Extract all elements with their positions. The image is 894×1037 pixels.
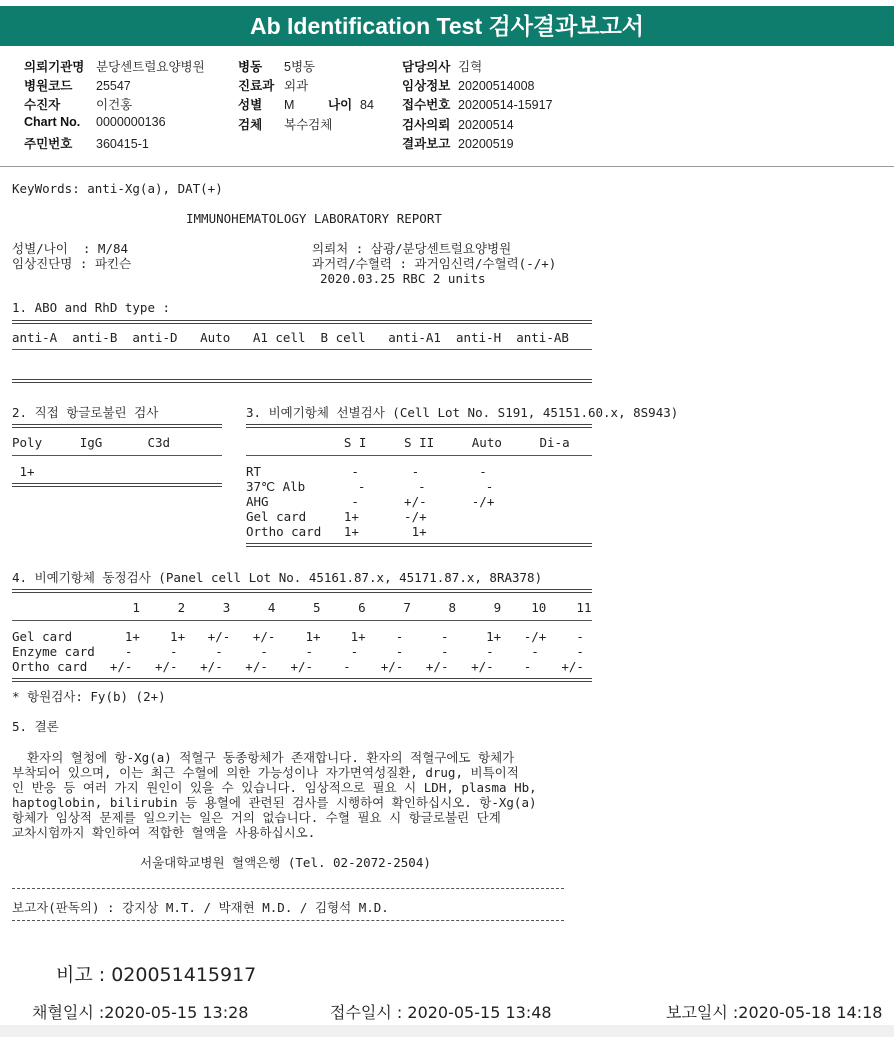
patient-transfusion: 2020.03.25 RBC 2 units [320,271,486,286]
section4-row-enzyme: Enzyme card - - - - - - - - - - - [12,644,584,659]
remark-label: 비고 : [56,964,106,986]
section3-row: RT - - - [246,464,487,479]
patient-requester: 의뢰처 : 삼광/분당센트럴요양병원 [312,241,512,256]
section2-values: 1+ [12,464,35,479]
section2-header: Poly IgG C3d [12,435,171,450]
section4-row-gel: Gel card 1+ 1+ +/- +/- 1+ 1+ - - 1+ -/+ - [12,629,584,644]
header-field-patient: 수진자 이건홍 [24,98,133,112]
receipt-datetime: 접수일시 : 2020-05-15 13:48 [330,1003,552,1022]
section3-row: AHG - +/- -/+ [246,494,495,509]
conclusion-line: haptoglobin, bilirubin 등 용혈에 관련된 검사를 시행하여 확인하십시오. 항-Xg(a) [12,795,537,810]
header-field-specimen: 검체 복수검체 [238,118,333,132]
conclusion-line: 인 반응 등 여러 가지 원인이 있을 수 있습니다. 임상적으로 필요 시 LDH, plasma Hb, [12,780,537,795]
reporter-rule-top [12,888,564,889]
section3-row: Gel card 1+ -/+ [246,509,427,524]
header-field-clinical-info: 임상정보 20200514008 [402,79,535,93]
section2-rule-bottom [12,483,222,487]
section2-title: 2. 직접 항글로불린 검사 [12,405,159,420]
section4-rule-bottom [12,678,592,682]
antigen-test: * 항원검사: Fy(b) (2+) [12,689,166,704]
header-field-chart-no: Chart No. 0000000136 [24,115,166,129]
conclusion-line: 항체가 임상적 문제를 일으키는 일은 거의 없습니다. 수혈 필요 시 항글로불린 단계 [12,810,501,825]
conclusion-line: 교차시험까지 확인하여 적합한 혈액을 사용하십시오. [12,825,316,840]
section3-row: Ortho card 1+ 1+ [246,524,427,539]
header-field-age: 나이 84 [328,98,374,112]
collection-datetime: 채혈일시 :2020-05-15 13:28 [32,1003,249,1022]
section3-rule-bottom [246,543,592,547]
section3-rule-mid [246,455,592,456]
section3-rule-top [246,424,592,428]
report-datetime: 보고일시 :2020-05-18 14:18 [666,1003,883,1022]
section4-title: 4. 비예기항체 동정검사 (Panel cell Lot No. 45161.87.x, 45171.87.x, 8RA378) [12,570,543,585]
section4-row-ortho: Ortho card +/- +/- +/- +/- +/- - +/- +/- +/- - +/- [12,659,584,674]
header-field-request-date: 검사의뢰 20200514 [402,118,514,132]
section4-header: 1 2 3 4 5 6 7 8 9 10 11 [12,600,592,615]
header-field-resident-no: 주민번호 360415-1 [24,137,149,151]
section2-rule-top [12,424,222,428]
section4-rule-top [12,589,592,593]
section1-header: anti-A anti-B anti-D Auto A1 cell B cell anti-A1 anti-H anti-AB [12,330,569,345]
patient-diagnosis: 임상진단명 : 파킨슨 [12,256,132,271]
section1-rule-top [12,320,592,324]
section3-row: 37℃ Alb - - - [246,479,494,494]
institution-contact: 서울대학교병원 혈액은행 (Tel. 02-2072-2504) [140,855,431,870]
header-divider [0,166,894,167]
keywords: KeyWords: anti-Xg(a), DAT(+) [12,181,223,196]
section3-title: 3. 비예기항체 선별검사 (Cell Lot No. S191, 45151.60.x, 8S943) [246,405,679,420]
conclusion-line: 부착되어 있으며, 이는 최근 수혈에 의한 가능성이나 자가면역성질환, drug, 비특이적 [12,765,519,780]
header-field-receipt-no: 접수번호 20200514-15917 [402,98,553,112]
header-field-ward: 병동 5병동 [238,60,316,74]
header-field-department: 진료과 외과 [238,79,309,93]
section5-title: 5. 결론 [12,719,59,734]
section3-header: S I S II Auto Di-a [246,435,570,450]
header-field-hospital-code: 병원코드 25547 [24,79,131,93]
remark-value: 020051415917 [111,964,257,986]
report-header [0,48,894,166]
remark [56,960,256,987]
reporter: 보고자(판독의) : 강지상 M.T. / 박재현 M.D. / 김형석 M.D. [12,900,389,915]
lab-report-title: IMMUNOHEMATOLOGY LABORATORY REPORT [186,211,442,226]
report-title: Ab Identification Test 검사결과보고서 [0,6,894,46]
section4-rule-mid [12,620,592,621]
patient-sex-age: 성별/나이 : M/84 [12,241,129,256]
header-field-institution: 의뢰기관명 분당센트럴요양병원 [24,60,205,74]
patient-history: 과거력/수혈력 : 과거임신력/수혈력(-/+) [312,256,557,271]
section1-rule-mid [12,349,592,350]
section2-rule-mid [12,455,222,456]
section1-title: 1. ABO and RhD type : [12,300,171,315]
conclusion-line: 환자의 혈청에 항-Xg(a) 적혈구 동종항체가 존재합니다. 환자의 적혈구에도 항체가 [12,750,515,765]
reporter-rule-bottom [12,920,564,921]
header-field-doctor: 담당의사 김혁 [402,60,483,74]
header-field-report-date: 결과보고 20200519 [402,137,514,151]
section1-rule-bottom [12,379,592,383]
header-field-sex: 성별 M [238,98,295,112]
